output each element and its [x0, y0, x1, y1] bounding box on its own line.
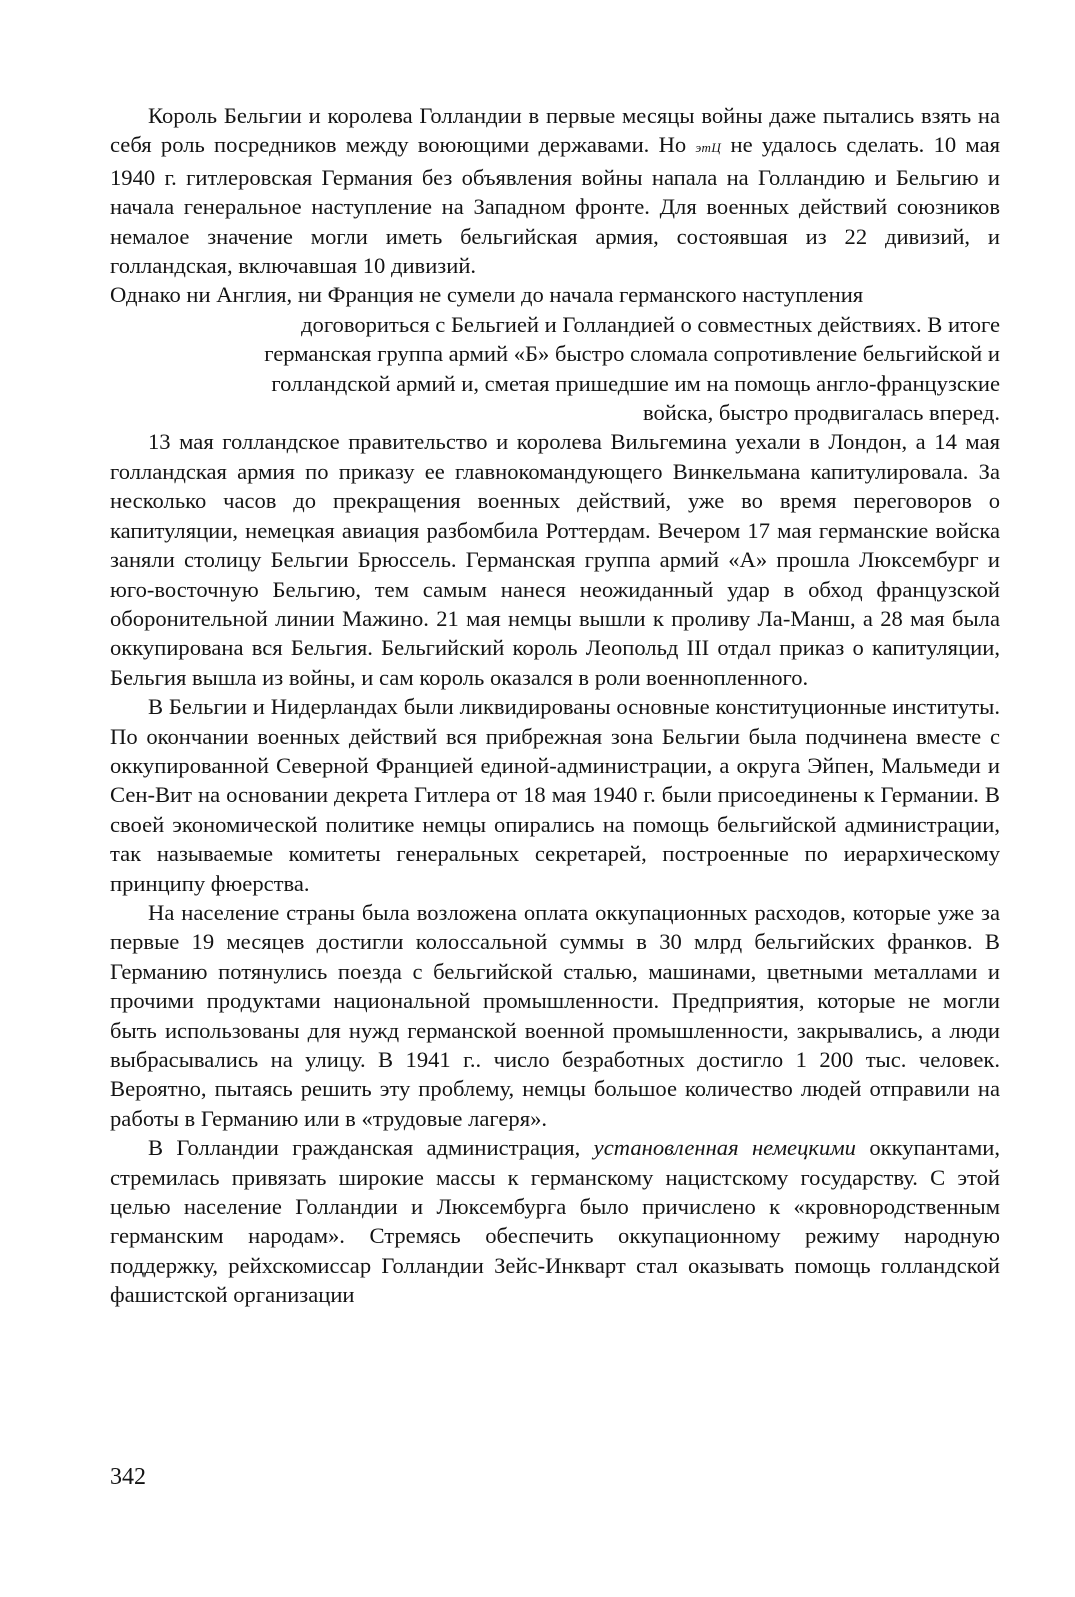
page-body [110, 101, 1000, 1310]
paragraph-6-italic-phrase: установленная немецкими [593, 1135, 856, 1161]
paragraph-6-text-c: оккупантами, стремилась привязать широкие массы к германскому нацистскому государству. С этой целью население Голландии и Люксембурга было причислено к «кровнородственным германским народам». Стремясь обеспечить оккупационному режиму народную поддержку, рейхскомиссар Голландии Зейс-Инкварт стал оказывать помощь голландской фашистской организации [110, 1135, 1000, 1308]
paragraph-2-line-1: Однако ни Англия, ни Франция не сумели до начала германского наступления [110, 282, 864, 308]
paragraph-1-text-c: не удалось сделать. 10 мая 1940 г. гитлеровская Германия без объявления войны напала на Голландию и Бельгию и начала генеральное наступление на Западном фронте. Для военных действий союзников немалое значение могли иметь бельгийская армия, состоявшая из 22 дивизий, и голландская, включавшая 10 дивизий. [110, 132, 1000, 279]
paragraph-2-line-3: германская группа армий «Б» быстро сломала сопротивление бельгийской и [264, 341, 1000, 367]
paragraph-6 [110, 1133, 1000, 1309]
paragraph-4: В Бельгии и Нидерландах были ликвидированы основные конституционные институты. По окончании военных действий вся прибрежная зона Бельгии была подчинена вместе с оккупированной Северной Францией единой-администрации, а округа Эйпен, Мальмеди и Сен-Вит на основании декрета Гитлера от 18 мая 1940 г. были присоединены к Германии. В своей экономической политике немцы опирались на помощь бельгийской администрации, так называемые комитеты генеральных секретарей, построенные по иерархическому принципу фюерства. [110, 694, 1000, 896]
paragraph-1 [110, 101, 1000, 280]
paragraph-2-line-4: голландской армий и, сметая пришедшие им на помощь англо-французские [271, 370, 1000, 396]
paragraph-2-line-2: договориться с Бельгией и Голландией о совместных действиях. В итоге [301, 311, 1000, 337]
paragraph-3: 13 мая голландское правительство и королева Вильгемина уехали в Лондон, а 14 мая голландская армия по приказу ее главнокомандующего Винкельмана капитулировала. За несколько часов до прекращения военных действий, уже во время переговоров о капитуляции, немецкая авиация разбомбила Роттердам. Вечером 17 мая германские войска заняли столицу Бельгии Брюссель. Германская группа армий «А» прошла Люксембург и юго-восточную Бельгию, тем самым нанеся неожиданный удар в обход французской оборонительной линии Мажино. 21 мая немцы вышли к проливу Ла-Манш, а 28 мая была оккупирована вся Бельгия. Бельгийский король Леопольд III отдал приказ о капитуляции, Бельгия вышла из войны, и сам король оказался в роли военнопленного. [110, 429, 1000, 690]
paragraph-1-ocr-fragment: этЦ [695, 140, 722, 156]
paragraph-1-text-a: Король Бельгии и королева Голландии в первые месяцы войны даже пытались взять на себя роль посредников между воюющими державами. Но [110, 103, 1000, 158]
paragraph-5: На население страны была возложена оплата оккупационных расходов, которые уже за первые 19 месяцев достигли колоссальной суммы в 30 млрд бельгийских франков. В Германию потянулись поезда с бельгийской сталью, машинами, цветными металлами и прочими продуктами национальной промышленности. Предприятия, которые не могли быть использованы для нужд германской военной промышленности, закрывались, а люди выбрасывались на улицу. В 1941 г.. число безработных достигло 1 200 тыс. человек. Вероятно, пытаясь решить эту проблему, немцы большое количество людей отправили на работы в Германию или в «трудовые лагеря». [110, 899, 1000, 1131]
paragraph-6-text-a: В Голландии гражданская администрация, [148, 1135, 594, 1161]
page-number: 342 [110, 1464, 146, 1490]
paragraph-2-line-5: войска, быстро продвигалась вперед. [642, 400, 1000, 426]
